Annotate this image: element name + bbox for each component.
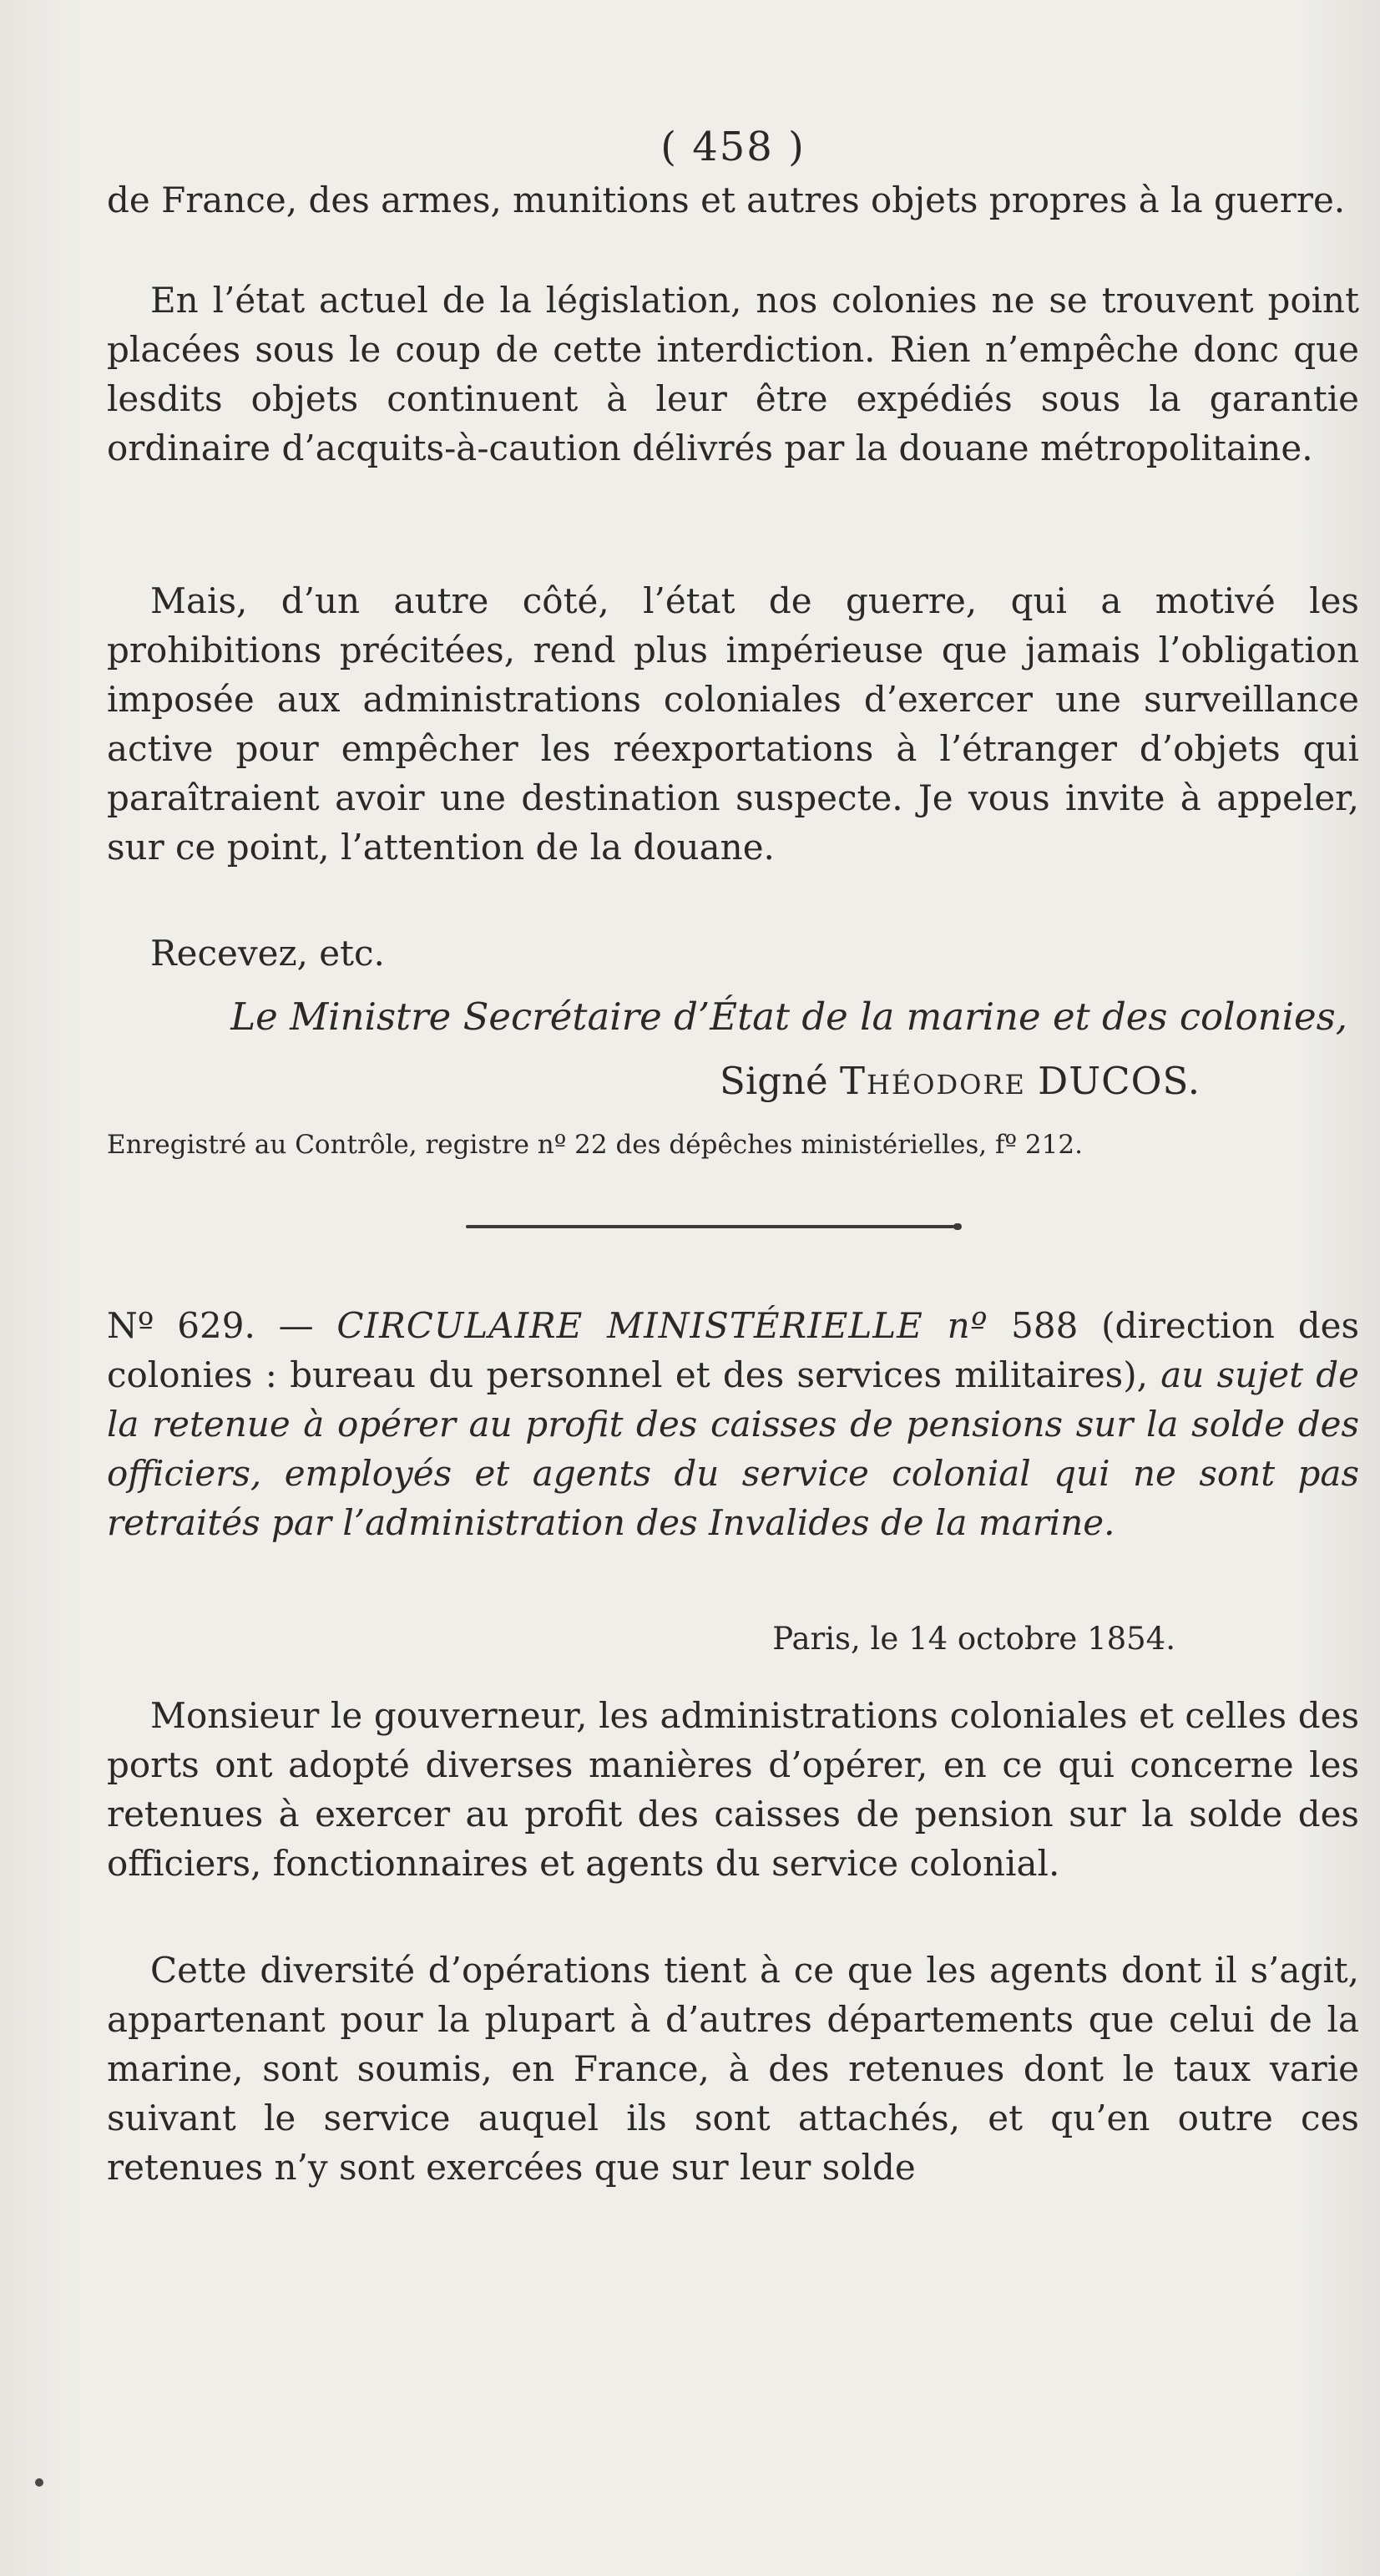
signature-signed: Signé xyxy=(720,1059,828,1103)
paragraph-war-state: Mais, d’un autre côté, l’état de guerre, qui a motivé les prohibitions précitées, rend plus impérieuse que jamais l’obligation imposée aux administrations coloniales d’exercer une surveillance active pour empêcher les réexportations à l’étranger d’objets qui paraîtraient avoir une destination suspecte. Je vous invite à appeler, sur ce point, l’attention de la douane. xyxy=(107,580,1359,868)
paragraph-continuation: de France, des armes, munitions et autres objets propres à la guerre. xyxy=(107,180,1346,220)
paragraph-diversity: Cette diversité d’opérations tient à ce que les agents dont il s’agit, appartenant pour la plupart à d’autres départements que celui de la marine, sont soumis, en France, à des retenues dont le taux varie suivant le service auquel ils sont attachés, et qu’en outre ces retenues n’y sont exercées que sur leur solde xyxy=(107,1950,1359,2188)
circular-subject: au sujet de la retenue à opérer au profit des caisses de pensions sur la solde des officiers, employés et agents du service colonial qui ne sont pas retraités par l’administration des Invalides de la marine. xyxy=(107,1354,1359,1543)
section-divider xyxy=(466,1225,957,1228)
circular-number: Nº 629. — xyxy=(107,1305,314,1346)
signature-title: Le Ministre Secrétaire d’État de la marine et des colonies, xyxy=(230,994,1347,1039)
circular-heading-number: 588 xyxy=(1011,1305,1079,1346)
dateline: Paris, le 14 octobre 1854. xyxy=(772,1621,1175,1657)
circular-heading: CIRCULAIRE MINISTÉRIELLE nº xyxy=(336,1305,988,1346)
paragraph-legislation: En l’état actuel de la législation, nos colonies ne se trouvent point placées sous le coup de cette interdiction. Rien n’empêche donc que lesdits objets continuent à leur être expédiés sous la garantie ordinaire d’acquits-à-caution délivrés par la douane métropolitaine. xyxy=(107,280,1359,468)
paragraph-closing: Recevez, etc. xyxy=(150,933,385,974)
signature-line xyxy=(107,1056,1359,1106)
page-number: ( 458 ) xyxy=(660,124,806,170)
paragraph-governor: Monsieur le gouverneur, les administrations coloniales et celles des ports ont adopté diverses manières d’opérer, en ce qui concerne les retenues à exercer au profit des caisses de pension sur la solde des officiers, fonctionnaires et agents du service colonial. xyxy=(107,1695,1359,1884)
signature-first-name: Théodore xyxy=(839,1059,1026,1103)
signature-last-name: DUCOS. xyxy=(1038,1059,1201,1103)
registration-note: Enregistré au Contrôle, registre nº 22 des dépêches ministérielles, fº 212. xyxy=(107,1130,1083,1160)
circular-header xyxy=(107,1301,1359,1547)
paper-spot xyxy=(35,2478,43,2487)
circular-direction: (direction des colonies : bureau du personnel et des services militaires), xyxy=(107,1305,1360,1395)
